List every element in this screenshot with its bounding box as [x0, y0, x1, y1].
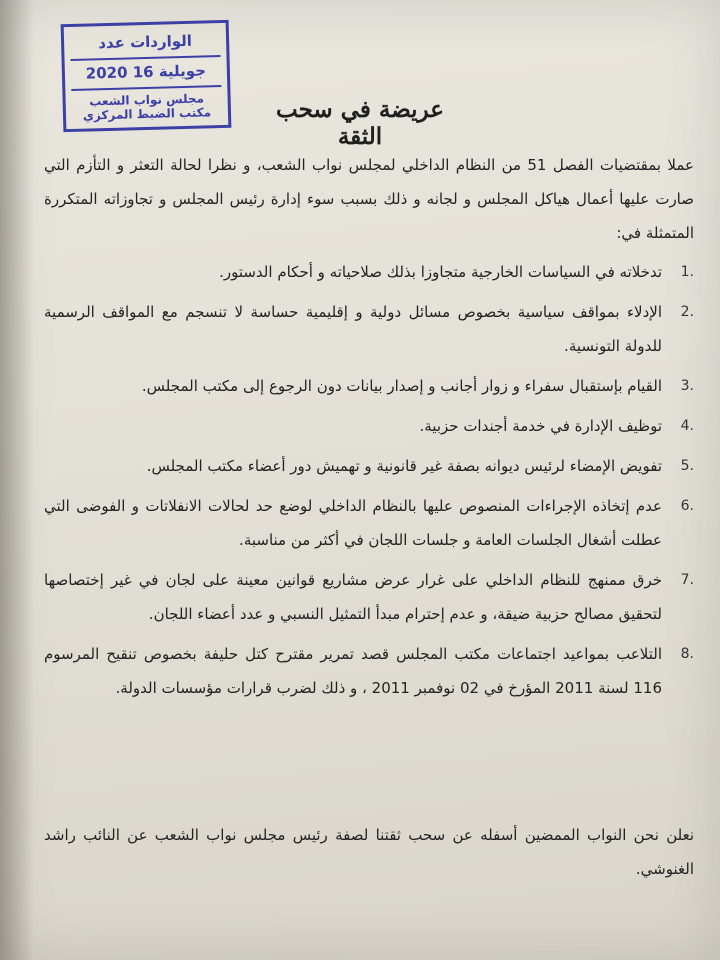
item-text: توظيف الإدارة في خدمة أجندات حزبية.	[419, 417, 662, 435]
item-number: 5.	[680, 458, 694, 474]
item-text: خرق ممنهج للنظام الداخلي على غرار عرض مشاريع قوانين معينة على لجان في غير إختصاصها لتحقيق مصالح حزبية ضيقة، و عدم إحترام مبدأ التمثيل النسبي و عدد أعضاء اللجان.	[44, 571, 662, 623]
closing-paragraph: نعلن نحن النواب الممضين أسفله عن سحب ثقتنا لصفة رئيس مجلس نواب الشعب عن النائب راشد الغنوشي.	[44, 826, 694, 878]
list-item	[44, 255, 694, 289]
stamp-line-incoming: الواردات عدد	[98, 31, 193, 53]
item-number: 4.	[680, 418, 694, 434]
list-item	[44, 295, 694, 363]
item-number: 7.	[680, 572, 694, 588]
stamp-divider	[71, 55, 221, 61]
item-number: 2.	[680, 304, 694, 320]
list-item	[44, 489, 694, 557]
item-text: القيام بإستقبال سفراء و زوار أجانب و إصدار بيانات دون الرجوع إلى مكتب المجلس.	[141, 377, 662, 395]
list-item	[44, 563, 694, 631]
page-shadow	[0, 0, 34, 960]
list-item	[44, 637, 694, 705]
item-text: عدم إتخاذه الإجراءات المنصوص عليها بالنظام الداخلي لوضع حد لحالات الانفلاتات و الفوضى التي عطلت أشغال الجلسات العامة و جلسات اللجان في أكثر من مناسبة.	[44, 497, 662, 549]
item-text: تدخلاته في السياسات الخارجية متجاوزا بذلك صلاحياته و أحكام الدستور.	[219, 263, 662, 281]
stamp-date: 2020 جويلية 16	[85, 61, 207, 83]
item-number: 8.	[680, 646, 694, 662]
list-item	[44, 409, 694, 443]
list-item	[44, 449, 694, 483]
item-text: تفويض الإمضاء لرئيس ديوانه بصفة غير قانونية و تهميش دور أعضاء مكتب المجلس.	[146, 457, 662, 475]
grievance-list	[44, 255, 694, 711]
item-number: 3.	[680, 378, 694, 394]
list-item	[44, 369, 694, 403]
registry-stamp	[61, 20, 232, 132]
stamp-line-office: مكتب الضبط المركزي	[82, 105, 212, 123]
item-text: التلاعب بمواعيد اجتماعات مكتب المجلس قصد تمرير مقترح كتل حليفة بخصوص تنقيح المرسوم 116 لسنة 2011 المؤرخ في 02 نوفمبر 2011 ، و ذلك لضرب قرارات مؤسسات الدولة.	[44, 645, 662, 697]
stamp-divider	[71, 85, 221, 91]
item-number: 6.	[680, 498, 694, 514]
item-number: 1.	[680, 264, 694, 280]
intro-paragraph: عملا بمقتضيات الفصل 51 من النظام الداخلي لمجلس نواب الشعب، و نظرا لحالة التعثر و التأزم التي صارت عليها أعمال هياكل المجلس و لجانه و ذلك بسبب سوء إدارة رئيس المجلس و تجاوزاته المتكررة المتمثلة في:	[44, 156, 694, 242]
page-title: عريضة في سحب الثقة	[276, 96, 444, 150]
stamp-office	[65, 91, 228, 123]
item-text: الإدلاء بمواقف سياسية بخصوص مسائل دولية و إقليمية حساسة لا تنسجم مع المواقف الرسمية للدولة التونسية.	[44, 303, 662, 355]
stamp-line-parliament: مجلس نواب الشعب	[89, 91, 205, 109]
